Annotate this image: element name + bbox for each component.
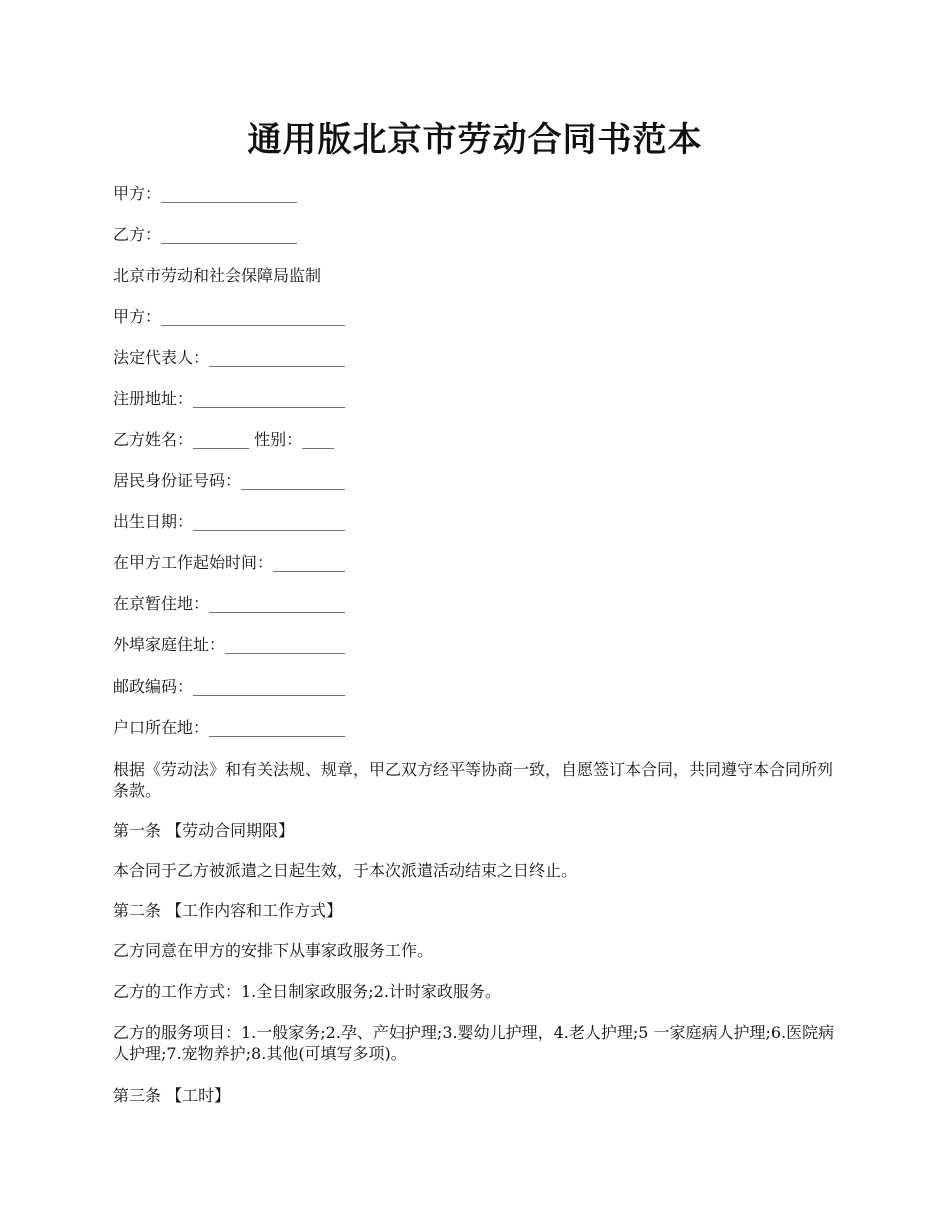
article-3-heading: 第三条 【工时】: [113, 1086, 231, 1105]
home-address-field: 外埠家庭住址：_______________: [113, 635, 346, 654]
article-1-text: 本合同于乙方被派遣之日起生效，于本次派遣活动结束之日终止。: [113, 861, 578, 880]
page-title: 通用版北京市劳动合同书范本: [247, 120, 703, 160]
legal-representative-field: 法定代表人：_________________: [113, 348, 346, 367]
postal-code-field: 邮政编码：___________________: [113, 677, 346, 696]
household-registration-field: 户口所在地：_________________: [113, 718, 346, 737]
supervisor-line: 北京市劳动和社会保障局监制: [113, 266, 322, 285]
id-number-field: 居民身份证号码：_____________: [113, 471, 346, 490]
party-b-line: 乙方：_________________: [113, 225, 298, 244]
party-a-line: 甲方：_________________: [113, 184, 298, 203]
article-2-text-1: 乙方同意在甲方的安排下从事家政服务工作。: [113, 941, 434, 960]
birth-date-field: 出生日期：___________________: [113, 512, 346, 531]
article-2-text-2: 乙方的工作方式：1.全日制家政服务;2.计时家政服务。: [113, 982, 501, 1001]
start-date-field: 在甲方工作起始时间：_________: [113, 553, 346, 572]
name-gender-field: 乙方姓名：_______ 性别：____: [113, 430, 335, 449]
article-2-heading: 第二条 【工作内容和工作方式】: [113, 901, 343, 920]
registered-address-field: 注册地址：___________________: [113, 389, 346, 408]
article-1-heading: 第一条 【劳动合同期限】: [113, 821, 295, 840]
party-a-field: 甲方：_______________________: [113, 307, 346, 326]
beijing-residence-field: 在京暂住地：_________________: [113, 594, 346, 613]
preamble-paragraph: 根据《劳动法》和有关法规、规章，甲乙双方经平等协商一致，自愿签订本合同，共同遵守本合同所列条款。: [113, 760, 834, 800]
article-2-text-3: 乙方的服务项目：1.一般家务;2.孕、产妇护理;3.婴幼儿护理，4.老人护理;5 一家庭病人护理;6.医院病人护理;7.宠物养护;8.其他(可填写多项)。: [113, 1023, 835, 1063]
